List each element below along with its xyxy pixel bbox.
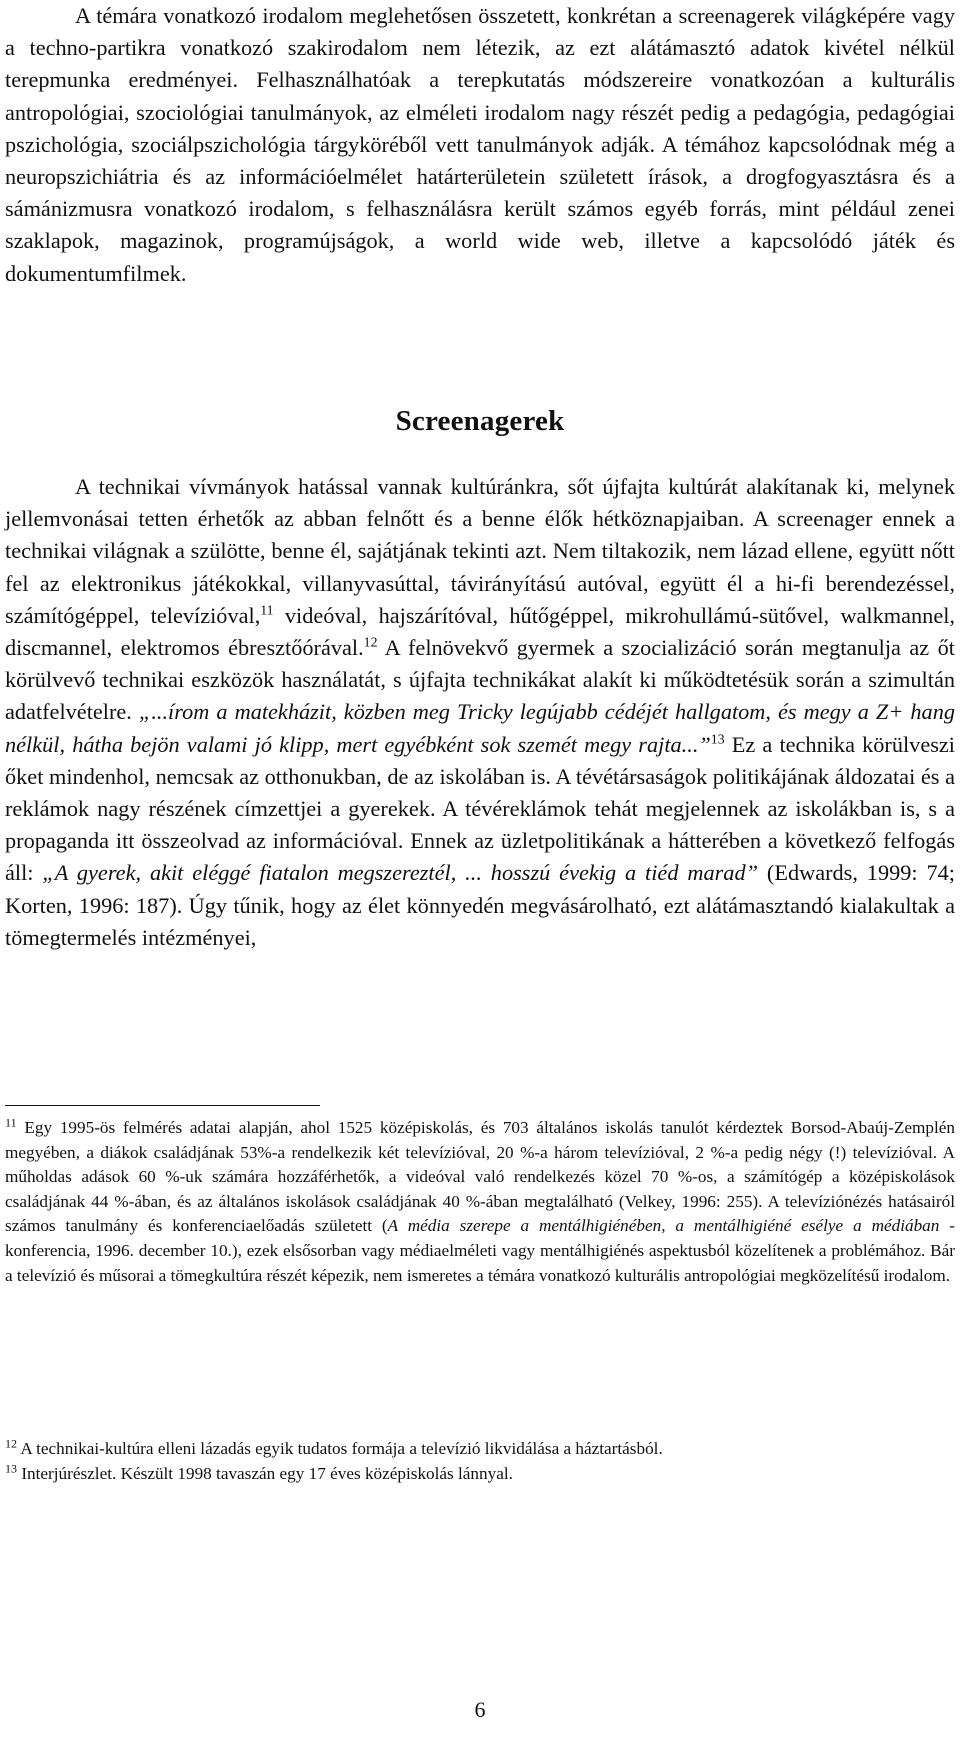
body-paragraph	[5, 471, 955, 954]
footnote-13	[5, 1462, 955, 1487]
body-text-3: A felnövekvő gyermek a szocializáció során megtanulja az őt körülvevő technikai eszközök használatát, s újfajta technikákat alakít ki működtetésük során a szimultán adatfelvételre.	[5, 635, 955, 725]
footnote-ref-13[interactable]: 13	[710, 731, 725, 747]
interview-quote: „...írom a matekházit, közben meg Tricky legújabb cédéjét hallgatom, és megy a Z+ hang nélkül, hátha bejön valami jó klipp, mert egyébként sok szemét megy rajta...”	[5, 699, 956, 757]
footnote-11-conference-title: A média szerepe a mentálhigiénében, a mentálhigiéné esélye a médiában	[387, 1216, 940, 1236]
footnote-11-text-a: Egy 1995-ös felmérés adatai alapján, ahol 1525 középiskolás, és 703 általános iskolás tanulót kérdeztek Borsod-Abaúj-Zemplén megyében, a diákok családjának 53%-a rendelkezik két televízióval, 20 %-a három televízióval, 2 %-a pedig négy (!) televízióval. A műholdas adások 60 %-uk számára hozzáférhetők, a videóval való rendelkezés közel 70 %-os, a számítógép a középiskolások családjának 44 %-ában, és az általános iskolások családjának 40 %-ában megtalálható (Velkey, 1996: 255). A televíziónézés hatásairól számos tanulmány és konferenciaelőadás született (	[5, 1118, 955, 1236]
body-text-5: (Edwards, 1999: 74; Korten, 1996: 187). Úgy tűnik, hogy az élet könnyedén megvásárolható, ezt alátámasztandó kialakultak a tömegtermelés intézményei,	[5, 860, 955, 950]
footnote-13-text: Interjúrészlet. Készült 1998 tavaszán egy 17 éves középiskolás lánnyal.	[17, 1464, 513, 1483]
body-text-4: Ez a technika körülveszi őket mindenhol, nemcsak az otthonukban, de az iskolában is. A tévétársaságok politikájának áldozatai és a reklámok nagy részének címzettjei a gyerekek. A tévéreklámok tehát megjelennek az iskolákban is, s a propaganda itt összeolvad az információval. Ennek az üzletpolitikának a hátterében a következő felfogás áll:	[5, 731, 955, 886]
section-heading: Screenagerek	[395, 405, 565, 437]
footnote-11-text-b: - konferencia, 1996. december 10.), ezek elsősorban vagy médiaelméleti vagy mentálhigiénés aspektusból közelítenek a problémához. Bár a televízió és műsorai a tömegkultúra részét képezik, nem ismeretes a témára vonatkozó kulturális antropológiai megközelítésű irodalom.	[5, 1216, 955, 1285]
footnote-12-text: A technikai-kultúra elleni lázadás egyik tudatos formája a televízió likvidálása a háztartásból.	[17, 1439, 663, 1458]
intro-paragraph	[5, 0, 955, 290]
edwards-quote: „A gyerek, akit eléggé fiatalon megszereztél, ... hosszú évekig a tiéd marad”	[42, 860, 758, 886]
footnote-ref-11[interactable]: 11	[260, 602, 274, 618]
footnote-13-number: 13	[5, 1461, 18, 1476]
page-number: 6	[474, 1697, 486, 1722]
body-text-1: A technikai vívmányok hatással vannak kultúránkra, sőt újfajta kultúrát alakítanak ki, melynek jellemvonásai tetten érhetők az abban felnőtt és a benne élők hétköznapjaiban. A screenager ennek a technikai világnak a szülötte, benne él, sajátjának tekinti azt. Nem tiltakozik, nem lázad ellene, együtt nőtt fel az elektronikus játékokkal, villanyvasúttal, távirányítású autóval, együtt él a hi-fi berendezéssel, számítógéppel, televízióval,	[5, 474, 955, 628]
footnote-ref-12[interactable]: 12	[363, 634, 378, 650]
footnote-11	[5, 1116, 955, 1288]
body-text-2: videóval, hajszárítóval, hűtőgéppel, mikrohullámú-sütővel, walkmannel, discmannel, elektromos ébresztőórával.	[5, 602, 955, 661]
footnote-11-number: 11	[5, 1115, 17, 1130]
footnote-12	[5, 1437, 955, 1462]
intro-paragraph-text: A témára vonatkozó irodalom meglehetősen összetett, konkrétan a screenagerek világképére vagy a techno-partikra vonatkozó szakirodalom nem létezik, az ezt alátámasztó adatok kivétel nélkül terepmunka eredményei. Felhasználhatóak a terepkutatás módszereire vonatkozóan a kulturális antropológiai, szociológiai tanulmányok, az elméleti irodalom nagy részét pedig a pedagógia, pedagógiai pszichológia, szociálpszichológia tárgyköréből vett tanulmányok adják. A témához kapcsolódnak még a neuropszichiátria és az információelmélet határterületein született írások, a drogfogyasztásra és a sámánizmusra vonatkozó irodalom, s felhasználásra került számos egyéb forrás, mint például zenei szaklapok, magazinok, programújságok, a world wide web, illetve a kapcsolódó játék és dokumentumfilmek.	[5, 3, 955, 286]
footnote-12-number: 12	[5, 1436, 18, 1451]
footnote-separator	[5, 1105, 320, 1106]
